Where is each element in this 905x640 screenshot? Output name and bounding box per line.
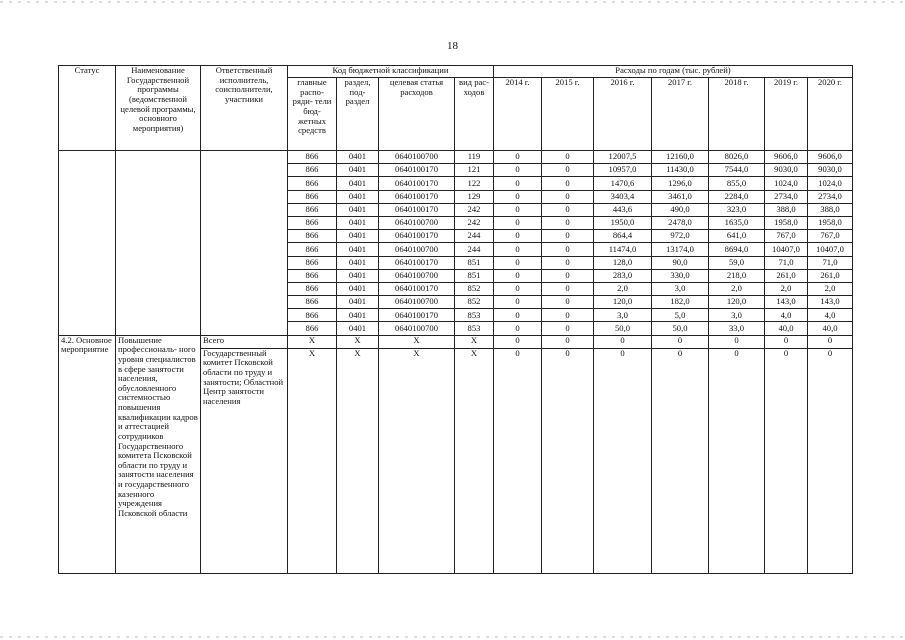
total-vr: X: [455, 335, 494, 348]
cell-y2019: 4,0: [765, 309, 808, 322]
cell-y2014: 0: [494, 203, 542, 216]
cell-grbs: 866: [288, 309, 337, 322]
table-row: [59, 151, 853, 164]
cell-y2016: 1950,0: [594, 216, 652, 229]
cell-y2015: 0: [542, 203, 594, 216]
empty-cell: [201, 322, 288, 335]
header-vr: вид рас- ходов: [455, 78, 494, 151]
cell-y2019: 767,0: [765, 230, 808, 243]
cell-y2018: 8026,0: [709, 151, 765, 164]
cell-csr: 0640100170: [379, 309, 455, 322]
empty-cell: [116, 151, 201, 164]
cell-csr: 0640100700: [379, 151, 455, 164]
cell-y2016: 50,0: [594, 322, 652, 335]
cell-y2017: 90,0: [652, 256, 709, 269]
cell-y2018: 3,0: [709, 309, 765, 322]
empty-cell: [116, 256, 201, 269]
cell-y2019: 71,0: [765, 256, 808, 269]
header-status: Статус: [59, 66, 116, 151]
table-row: [59, 230, 853, 243]
header-csr: целевая статья расходов: [379, 78, 455, 151]
empty-cell: [59, 230, 116, 243]
total-2014: 0: [494, 335, 542, 348]
empty-cell: [116, 177, 201, 190]
cell-rz: 0401: [337, 177, 379, 190]
empty-cell: [59, 269, 116, 282]
cell-rz: 0401: [337, 164, 379, 177]
empty-cell: [201, 203, 288, 216]
table-row: [59, 203, 853, 216]
cell-rz: 0401: [337, 151, 379, 164]
cell-csr: 0640100170: [379, 190, 455, 203]
table-row: [59, 256, 853, 269]
cell-y2020: 2734,0: [808, 190, 853, 203]
cell-csr: 0640100700: [379, 216, 455, 229]
cell-rz: 0401: [337, 190, 379, 203]
exec-csr: X: [379, 348, 455, 573]
cell-y2019: 40,0: [765, 322, 808, 335]
cell-y2014: 0: [494, 151, 542, 164]
budget-table: [58, 65, 853, 574]
cell-y2020: 143,0: [808, 296, 853, 309]
cell-y2018: 641,0: [709, 230, 765, 243]
total-2019: 0: [765, 335, 808, 348]
cell-y2014: 0: [494, 177, 542, 190]
cell-grbs: 866: [288, 230, 337, 243]
empty-cell: [116, 203, 201, 216]
cell-y2018: 218,0: [709, 269, 765, 282]
cell-y2018: 2284,0: [709, 190, 765, 203]
empty-cell: [201, 177, 288, 190]
cell-y2015: 0: [542, 256, 594, 269]
cell-y2019: 9606,0: [765, 151, 808, 164]
cell-vr: 242: [455, 203, 494, 216]
cell-y2014: 0: [494, 256, 542, 269]
cell-y2017: 330,0: [652, 269, 709, 282]
section-total-row: [59, 335, 853, 348]
cell-vr: 852: [455, 296, 494, 309]
cell-csr: 0640100170: [379, 164, 455, 177]
cell-csr: 0640100170: [379, 230, 455, 243]
cell-y2020: 261,0: [808, 269, 853, 282]
exec-grbs: X: [288, 348, 337, 573]
empty-cell: [59, 282, 116, 295]
cell-csr: 0640100170: [379, 177, 455, 190]
cell-y2020: 40,0: [808, 322, 853, 335]
empty-cell: [59, 203, 116, 216]
cell-rz: 0401: [337, 309, 379, 322]
cell-vr: 851: [455, 256, 494, 269]
header-budget-code: Код бюджетной классификации: [288, 66, 494, 78]
empty-cell: [116, 282, 201, 295]
empty-cell: [201, 243, 288, 256]
empty-cell: [116, 190, 201, 203]
exec-vr: X: [455, 348, 494, 573]
total-2015: 0: [542, 335, 594, 348]
cell-grbs: 866: [288, 216, 337, 229]
cell-rz: 0401: [337, 282, 379, 295]
table-row: [59, 177, 853, 190]
cell-y2017: 13174,0: [652, 243, 709, 256]
cell-y2016: 11474,0: [594, 243, 652, 256]
cell-y2020: 2,0: [808, 282, 853, 295]
cell-y2014: 0: [494, 164, 542, 177]
total-rz: X: [337, 335, 379, 348]
cell-grbs: 866: [288, 243, 337, 256]
cell-vr: 853: [455, 322, 494, 335]
header-year-2018: 2018 г.: [709, 78, 765, 151]
cell-y2017: 490,0: [652, 203, 709, 216]
cell-vr: 852: [455, 282, 494, 295]
header-row-1: [59, 66, 853, 78]
empty-cell: [201, 151, 288, 164]
cell-y2017: 50,0: [652, 322, 709, 335]
cell-y2017: 972,0: [652, 230, 709, 243]
cell-y2015: 0: [542, 282, 594, 295]
cell-y2018: 8694,0: [709, 243, 765, 256]
cell-grbs: 866: [288, 190, 337, 203]
cell-y2016: 3,0: [594, 309, 652, 322]
header-year-2015: 2015 г.: [542, 78, 594, 151]
total-grbs: X: [288, 335, 337, 348]
cell-y2015: 0: [542, 230, 594, 243]
cell-y2019: 1958,0: [765, 216, 808, 229]
cell-y2020: 9606,0: [808, 151, 853, 164]
empty-cell: [59, 243, 116, 256]
cell-vr: 121: [455, 164, 494, 177]
cell-y2018: 7544,0: [709, 164, 765, 177]
header-program-name: Наименование Государственной программы (ведомственной целевой программы, основного мероприятия): [116, 66, 201, 151]
cell-y2018: 1635,0: [709, 216, 765, 229]
cell-y2020: 767,0: [808, 230, 853, 243]
cell-vr: 244: [455, 230, 494, 243]
cell-y2015: 0: [542, 177, 594, 190]
cell-vr: 122: [455, 177, 494, 190]
cell-vr: 853: [455, 309, 494, 322]
cell-y2017: 5,0: [652, 309, 709, 322]
empty-cell: [59, 322, 116, 335]
section-total-label: Всего: [201, 335, 288, 348]
cell-y2018: 120,0: [709, 296, 765, 309]
exec-rz: X: [337, 348, 379, 573]
table-row: [59, 282, 853, 295]
cell-y2015: 0: [542, 216, 594, 229]
header-year-2019: 2019 г.: [765, 78, 808, 151]
cell-y2019: 1024,0: [765, 177, 808, 190]
cell-y2016: 3403,4: [594, 190, 652, 203]
cell-y2017: 3,0: [652, 282, 709, 295]
exec-2015: 0: [542, 348, 594, 573]
empty-cell: [201, 216, 288, 229]
scan-edge-top: [0, 1, 905, 3]
header-responsible: Ответственный исполнитель, соисполнители, участники: [201, 66, 288, 151]
header-rzpr: раздел, под- раздел: [337, 78, 379, 151]
cell-y2019: 261,0: [765, 269, 808, 282]
header-expenses: Расходы по годам (тыс. рублей): [494, 66, 853, 78]
cell-y2014: 0: [494, 282, 542, 295]
cell-rz: 0401: [337, 296, 379, 309]
table-row: [59, 322, 853, 335]
cell-y2015: 0: [542, 151, 594, 164]
cell-rz: 0401: [337, 203, 379, 216]
cell-y2020: 1024,0: [808, 177, 853, 190]
cell-rz: 0401: [337, 230, 379, 243]
empty-cell: [116, 230, 201, 243]
cell-y2014: 0: [494, 322, 542, 335]
cell-y2015: 0: [542, 243, 594, 256]
empty-cell: [59, 256, 116, 269]
cell-vr: 851: [455, 269, 494, 282]
cell-y2016: 10957,0: [594, 164, 652, 177]
cell-rz: 0401: [337, 322, 379, 335]
empty-cell: [201, 190, 288, 203]
empty-cell: [59, 190, 116, 203]
cell-y2019: 2734,0: [765, 190, 808, 203]
exec-2014: 0: [494, 348, 542, 573]
cell-grbs: 866: [288, 164, 337, 177]
cell-grbs: 866: [288, 177, 337, 190]
cell-y2014: 0: [494, 269, 542, 282]
cell-y2018: 855,0: [709, 177, 765, 190]
cell-vr: 129: [455, 190, 494, 203]
cell-csr: 0640100170: [379, 282, 455, 295]
cell-csr: 0640100700: [379, 269, 455, 282]
cell-y2020: 9030,0: [808, 164, 853, 177]
cell-y2015: 0: [542, 269, 594, 282]
table-row: [59, 269, 853, 282]
exec-2020: 0: [808, 348, 853, 573]
cell-y2015: 0: [542, 322, 594, 335]
empty-cell: [201, 296, 288, 309]
cell-grbs: 866: [288, 296, 337, 309]
cell-csr: 0640100700: [379, 243, 455, 256]
cell-y2017: 12160,0: [652, 151, 709, 164]
cell-y2018: 59,0: [709, 256, 765, 269]
cell-rz: 0401: [337, 269, 379, 282]
empty-cell: [116, 296, 201, 309]
cell-csr: 0640100170: [379, 203, 455, 216]
empty-cell: [201, 164, 288, 177]
section-exec-label: Государственный комитет Псковской области по труду и занятости; Областной Центр занятости населения: [201, 348, 288, 573]
cell-y2015: 0: [542, 309, 594, 322]
table-row: [59, 309, 853, 322]
header-year-2016: 2016 г.: [594, 78, 652, 151]
cell-y2016: 1470,6: [594, 177, 652, 190]
cell-y2014: 0: [494, 309, 542, 322]
cell-y2016: 864,4: [594, 230, 652, 243]
cell-y2014: 0: [494, 230, 542, 243]
exec-2018: 0: [709, 348, 765, 573]
cell-y2019: 143,0: [765, 296, 808, 309]
table-row: [59, 216, 853, 229]
table-row: [59, 164, 853, 177]
table-row: [59, 190, 853, 203]
total-2017: 0: [652, 335, 709, 348]
cell-y2014: 0: [494, 243, 542, 256]
empty-cell: [201, 269, 288, 282]
cell-rz: 0401: [337, 256, 379, 269]
header-grbs: главные распо- ряди- тели бюд- жетных средств: [288, 78, 337, 151]
cell-y2019: 10407,0: [765, 243, 808, 256]
cell-y2018: 323,0: [709, 203, 765, 216]
empty-cell: [201, 256, 288, 269]
cell-y2020: 388,0: [808, 203, 853, 216]
header-year-2014: 2014 г.: [494, 78, 542, 151]
cell-y2017: 11430,0: [652, 164, 709, 177]
cell-y2017: 1296,0: [652, 177, 709, 190]
empty-cell: [201, 309, 288, 322]
cell-grbs: 866: [288, 282, 337, 295]
cell-vr: 242: [455, 216, 494, 229]
empty-cell: [201, 230, 288, 243]
cell-y2019: 2,0: [765, 282, 808, 295]
table-row: [59, 296, 853, 309]
cell-y2020: 10407,0: [808, 243, 853, 256]
empty-cell: [116, 309, 201, 322]
cell-rz: 0401: [337, 216, 379, 229]
empty-cell: [116, 243, 201, 256]
cell-y2016: 120,0: [594, 296, 652, 309]
cell-csr: 0640100700: [379, 296, 455, 309]
cell-y2015: 0: [542, 296, 594, 309]
cell-grbs: 866: [288, 151, 337, 164]
exec-2019: 0: [765, 348, 808, 573]
cell-y2019: 9030,0: [765, 164, 808, 177]
empty-cell: [116, 164, 201, 177]
empty-cell: [201, 282, 288, 295]
cell-y2019: 388,0: [765, 203, 808, 216]
cell-y2015: 0: [542, 190, 594, 203]
empty-cell: [59, 296, 116, 309]
cell-y2016: 443,6: [594, 203, 652, 216]
cell-rz: 0401: [337, 243, 379, 256]
empty-cell: [59, 164, 116, 177]
section-status: 4.2. Основное мероприятие: [59, 335, 116, 573]
cell-y2016: 128,0: [594, 256, 652, 269]
page-number: 18: [447, 40, 458, 52]
cell-y2020: 4,0: [808, 309, 853, 322]
total-2018: 0: [709, 335, 765, 348]
total-2016: 0: [594, 335, 652, 348]
cell-vr: 244: [455, 243, 494, 256]
cell-y2014: 0: [494, 216, 542, 229]
cell-y2020: 71,0: [808, 256, 853, 269]
cell-grbs: 866: [288, 203, 337, 216]
cell-vr: 119: [455, 151, 494, 164]
cell-y2018: 33,0: [709, 322, 765, 335]
cell-y2020: 1958,0: [808, 216, 853, 229]
cell-y2014: 0: [494, 296, 542, 309]
cell-y2018: 2,0: [709, 282, 765, 295]
cell-y2016: 12007,5: [594, 151, 652, 164]
empty-cell: [59, 216, 116, 229]
cell-y2017: 3461,0: [652, 190, 709, 203]
cell-y2017: 2478,0: [652, 216, 709, 229]
cell-y2016: 283,0: [594, 269, 652, 282]
cell-y2014: 0: [494, 190, 542, 203]
cell-csr: 0640100700: [379, 322, 455, 335]
total-csr: X: [379, 335, 455, 348]
section-name: Повышение профессиональ- ного уровня специалистов в сфере занятости населения, обусловленного системностью повышения квалификации кадров и аттестацией сотрудников Государственного комитета Псковской области по труду и занятости населения и государственного казенного учреждения Псковской области: [116, 335, 201, 573]
empty-cell: [59, 309, 116, 322]
cell-y2015: 0: [542, 164, 594, 177]
cell-grbs: 866: [288, 269, 337, 282]
cell-csr: 0640100170: [379, 256, 455, 269]
cell-y2017: 182,0: [652, 296, 709, 309]
empty-cell: [116, 216, 201, 229]
cell-y2016: 2,0: [594, 282, 652, 295]
exec-2017: 0: [652, 348, 709, 573]
header-year-2020: 2020 г.: [808, 78, 853, 151]
empty-cell: [116, 269, 201, 282]
cell-grbs: 866: [288, 322, 337, 335]
empty-cell: [116, 322, 201, 335]
cell-grbs: 866: [288, 256, 337, 269]
empty-cell: [59, 151, 116, 164]
total-2020: 0: [808, 335, 853, 348]
exec-2016: 0: [594, 348, 652, 573]
empty-cell: [59, 177, 116, 190]
scan-edge-bottom: [0, 636, 905, 638]
table-row: [59, 243, 853, 256]
header-year-2017: 2017 г.: [652, 78, 709, 151]
